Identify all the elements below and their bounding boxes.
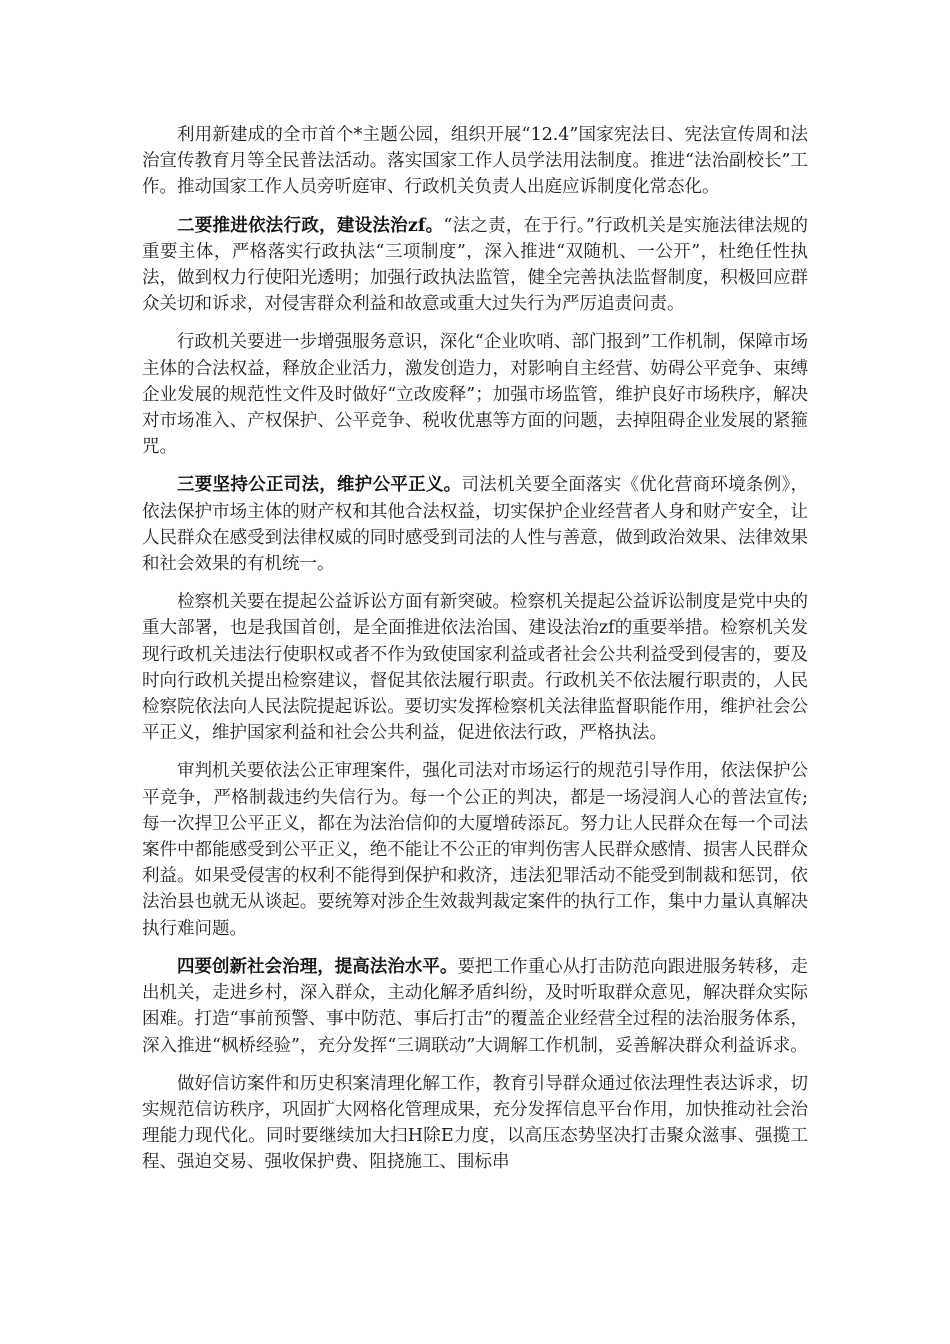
- paragraph-2-text: “法之责，在于行。”行政机关是实施法律法规的重要主体，严格落实行政执法“三项制度”，深入推进“双随机、一公开”，杜绝任性执法，做到权力行使阳光透明；加强行政执法监管，健全完善执法监督制度，积极回应群众关切和诉求，对侵害群众利益和故意或重大过失行为严厉追责问责。: [142, 215, 808, 315]
- paragraph-4-text: 司法机关要全面落实《优化营商环境条例》，依法保护市场主体的财产权和其他合法权益，切实保护企业经营者人身和财产安全，让人民群众在感受到法律权威的同时感受到司法的人性与善意，做到政治效果、法律效果和社会效果的有机统一。: [142, 475, 809, 575]
- paragraph-5-text: 检察机关要在提起公益诉讼方面有新突破。检察机关提起公益诉讼制度是党中央的重大部署，也是我国首创，是全面推进依法治国、建设法治zf的重要举措。检察机关发现行政机关违法行使职权或者不作为致使国家利益或者社会公共利益受到侵害的，要及时向行政机关提出检察建议，督促其依法履行职责。行政机关不依法履行职责的，人民检察院依法向人民法院提起诉讼。要切实发挥检察机关法律监督职能作用，维护社会公平正义，维护国家利益和社会公共利益，促进依法行政，严格执法。: [142, 592, 808, 744]
- paragraph-8-text: 做好信访案件和历史积案清理化解工作，教育引导群众通过依法理性表达诉求，切实规范信访秩序，巩固扩大网格化管理成果，充分发挥信息平台作用，加快推动社会治理能力现代化。同时要继续加大扫H除E力度，以高压态势坚决打击聚众滋事、强揽工程、强迫交易、强收保护费、阻挠施工、围标串: [142, 1073, 808, 1173]
- paragraph-3: [142, 329, 808, 460]
- paragraph-1-text: 利用新建成的全市首个*主题公园，组织开展“12.4”国家宪法日、宪法宣传周和法治宣传教育月等全民普法活动。落实国家工作人员学法用法制度。推进“法治副校长”工作。推动国家工作人员旁听庭审、行政机关负责人出庭应诉制度化常态化。: [142, 125, 808, 198]
- paragraph-2: [142, 213, 808, 318]
- paragraph-6: [142, 758, 808, 941]
- paragraph-7-text: 要把工作重心从打击防范向跟进服务转移，走出机关，走进乡村，深入群众，主动化解矛盾纠纷，及时听取群众意见，解决群众实际困难。打造“事前预警、事中防范、事后打击”的覆盖企业经营全过程的法治服务体系，深入推进“枫桥经验”，充分发挥“三调联动”大调解工作机制，妥善解决群众利益诉求。: [142, 956, 809, 1056]
- paragraph-7-heading: 四要创新社会治理，提高法治水平。: [177, 956, 458, 977]
- paragraph-7: [142, 954, 808, 1059]
- paragraph-3-text: 行政机关要进一步增强服务意识，深化“企业吹哨、部门报到”工作机制，保障市场主体的合法权益，释放企业活力，激发创造力，对影响自主经营、妨碍公平竞争、束缚企业发展的规范性文件及时做好“立改废释”；加强市场监管，维护良好市场秩序，解决对市场准入、产权保护、公平竞争、税收优惠等方面的问题，去掉阻碍企业发展的紧箍咒。: [142, 332, 808, 458]
- paragraph-4-heading: 三要坚持公正司法，维护公平正义。: [177, 475, 462, 496]
- paragraph-8: [142, 1071, 808, 1176]
- paragraph-6-text: 审判机关要依法公正审理案件，强化司法对市场运行的规范引导作用，依法保护公平竞争，严格制裁违约失信行为。每一个公正的判决，都是一场浸润人心的普法宣传;每一次捍卫公平正义，都在为法治信仰的大厦增砖添瓦。努力让人民群众在每一个司法案件中都能感受到公平正义，绝不能让不公正的审判伤害人民群众感情、损害人民群众利益。如果受侵害的权利不能得到保护和救济，违法犯罪活动不能受到制裁和惩罚，依法治县也就无从谈起。要统筹对涉企生效裁判裁定案件的执行工作，集中力量认真解决执行难问题。: [142, 761, 808, 939]
- document-body: [142, 122, 808, 1188]
- paragraph-2-heading: 二要推进依法行政，建设法治zf。: [177, 215, 444, 236]
- paragraph-5: [142, 589, 808, 746]
- paragraph-4: [142, 472, 808, 577]
- paragraph-1: [142, 122, 808, 201]
